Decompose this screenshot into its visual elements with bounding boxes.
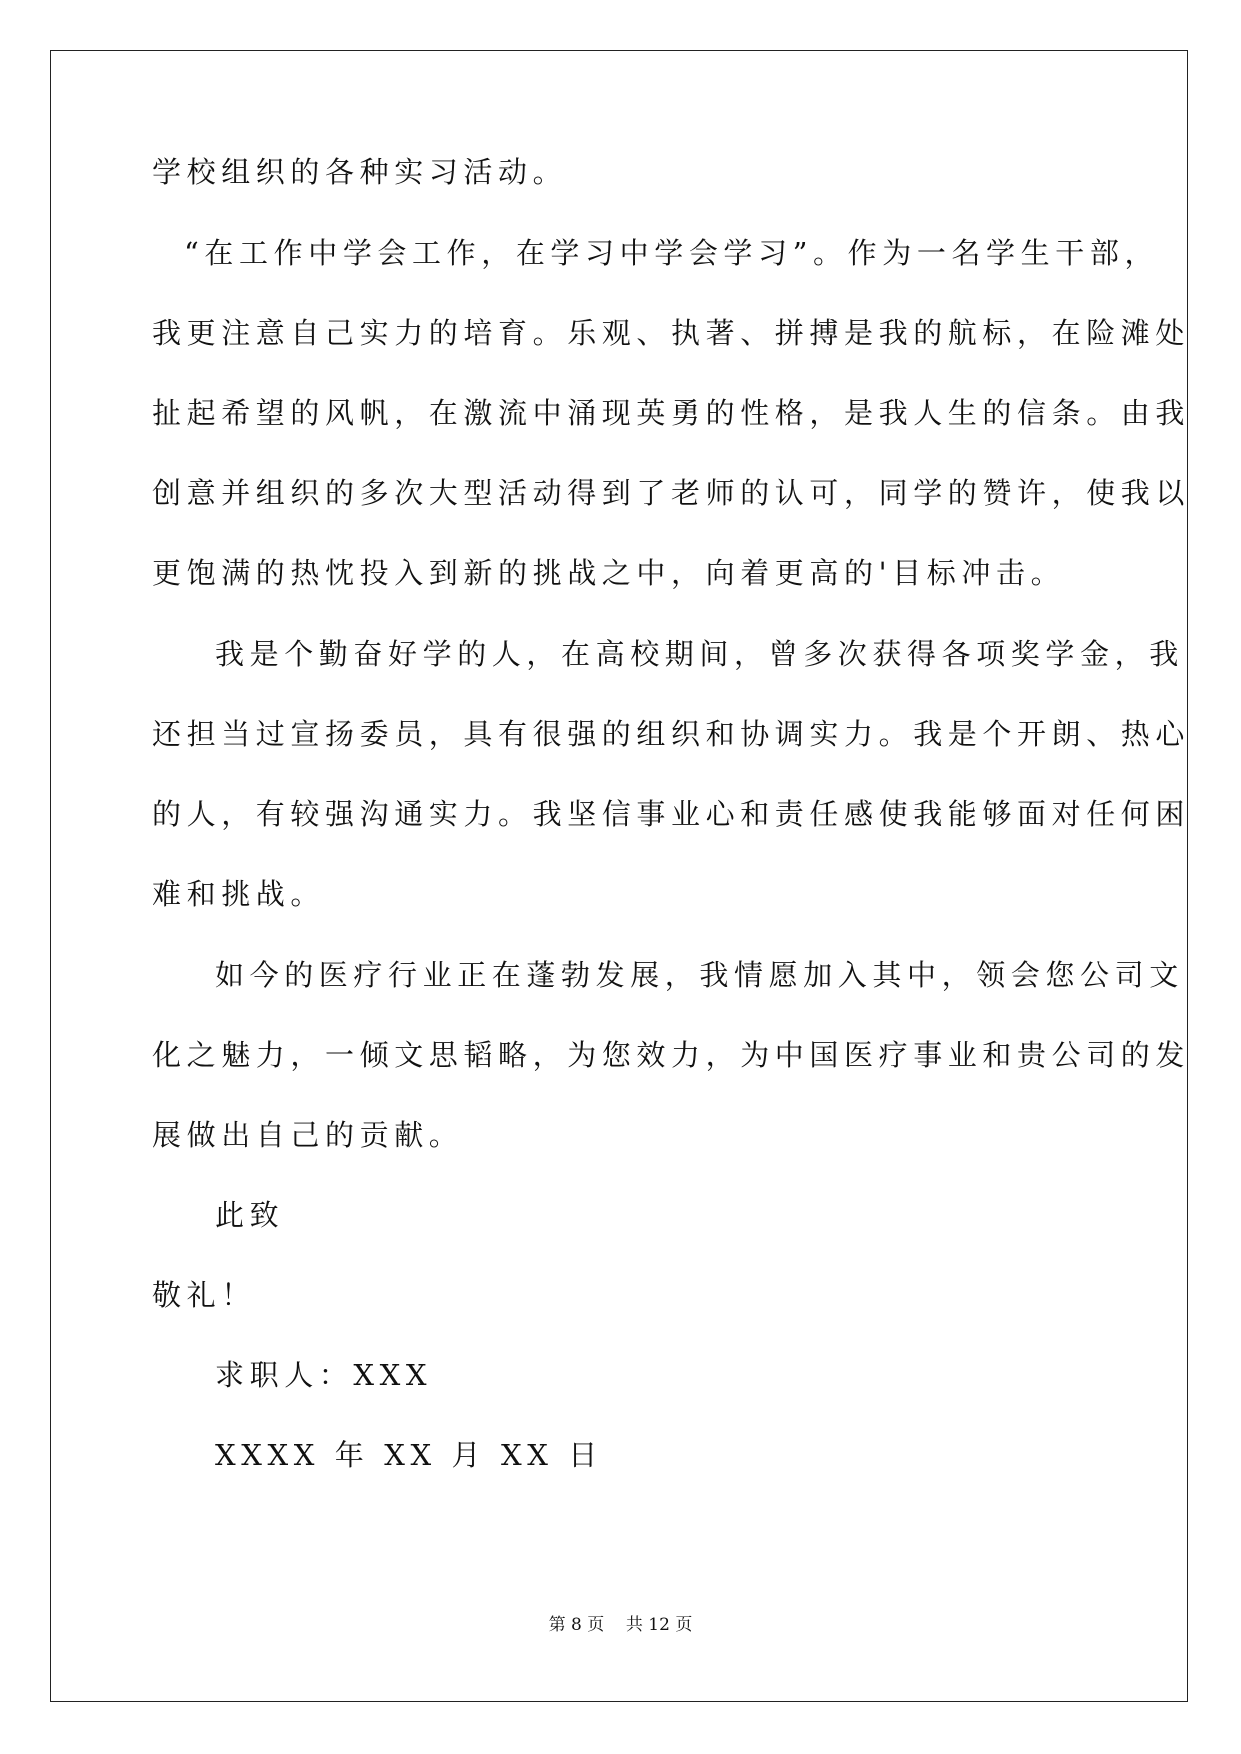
paragraph-2-line-3: 扯起希望的风帆，在激流中涌现英勇的性格，是我人生的信条。由我	[152, 396, 1191, 430]
paragraph-3-line-1: 我是个勤奋好学的人，在高校期间，曾多次获得各项奖学金，我	[215, 637, 1184, 671]
letter-date: XXXX 年 XX 月 XX 日	[215, 1438, 603, 1472]
paragraph-3-line-3: 的人，有较强沟通实力。我坚信事业心和责任感使我能够面对任何困	[152, 797, 1191, 831]
applicant-signature: 求职人：XXX	[215, 1358, 433, 1392]
paragraph-3-line-4: 难和挑战。	[152, 877, 326, 911]
paragraph-4-line-2: 化之魅力，一倾文思韬略，为您效力，为中国医疗事业和贵公司的发	[152, 1038, 1191, 1072]
paragraph-2-line-4: 创意并组织的多次大型活动得到了老师的认可，同学的赞许，使我以	[152, 476, 1191, 510]
paragraph-2-line-2: 我更注意自己实力的培育。乐观、执著、拼搏是我的航标，在险滩处	[152, 316, 1191, 350]
paragraph-1-line-1: 学校组织的各种实习活动。	[152, 155, 568, 189]
paragraph-4-line-3: 展做出自己的贡献。	[152, 1118, 464, 1152]
paragraph-2-line-1: “在工作中学会工作，在学习中学会学习”。作为一名学生干部，	[184, 236, 1160, 270]
closing-regards: 敬礼！	[152, 1278, 256, 1312]
footer-separator	[604, 1615, 626, 1635]
page-number-total: 共 12 页	[625, 1615, 693, 1635]
paragraph-3-line-2: 还担当过宣扬委员，具有很强的组织和协调实力。我是个开朗、热心	[152, 717, 1191, 751]
closing-salutation: 此致	[215, 1198, 285, 1232]
page-footer	[0, 1614, 1241, 1636]
paragraph-2-line-5: 更饱满的热忱投入到新的挑战之中，向着更高的'目标冲击。	[152, 556, 1066, 590]
paragraph-4-line-1: 如今的医疗行业正在蓬勃发展，我情愿加入其中，领会您公司文	[215, 958, 1184, 992]
page-number-current: 第 8 页	[548, 1615, 605, 1635]
